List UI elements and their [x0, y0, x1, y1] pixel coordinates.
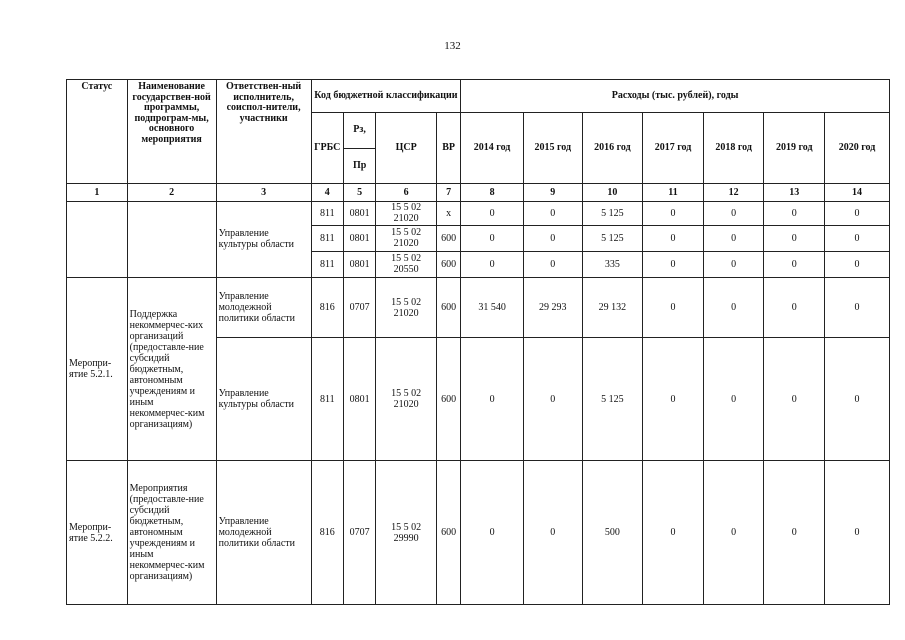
budget-table — [66, 79, 890, 605]
rzpr-cell: 0707 — [343, 461, 375, 605]
column-number: 8 — [461, 184, 524, 202]
column-number: 2 — [127, 184, 216, 202]
value-cell: 0 — [825, 201, 890, 225]
csr-cell: 15 5 02 21020 — [376, 277, 437, 337]
rzpr-cell: 0707 — [343, 277, 375, 337]
value-cell: 0 — [703, 225, 764, 251]
value-cell: 0 — [461, 225, 524, 251]
value-cell: 29 132 — [582, 277, 643, 337]
value-cell: 0 — [523, 201, 582, 225]
grbs-cell: 811 — [311, 201, 343, 225]
header-year-2019: 2019 год — [764, 113, 825, 184]
name-cell — [127, 201, 216, 277]
value-cell: 0 — [461, 201, 524, 225]
header-year-2018: 2018 год — [703, 113, 764, 184]
value-cell: 335 — [582, 251, 643, 277]
value-cell: 0 — [523, 225, 582, 251]
csr-cell: 15 5 02 21020 — [376, 201, 437, 225]
column-number: 7 — [436, 184, 460, 202]
value-cell: 0 — [825, 338, 890, 461]
table-row — [67, 461, 890, 605]
grbs-cell: 816 — [311, 277, 343, 337]
csr-cell: 15 5 02 20550 — [376, 251, 437, 277]
header-rz: Рз, — [343, 113, 375, 148]
value-cell: 0 — [461, 251, 524, 277]
name-cell: Мероприятия (предоставле-ние субсидий бюджетным, автономным учреждениям и иным некоммерчес-ким организациям) — [127, 461, 216, 605]
vr-cell: 600 — [436, 251, 460, 277]
value-cell: 0 — [523, 251, 582, 277]
vr-cell: 600 — [436, 338, 460, 461]
value-cell: 0 — [643, 277, 704, 337]
column-number: 6 — [376, 184, 437, 202]
header-status: Статус — [67, 80, 128, 184]
value-cell: 0 — [825, 225, 890, 251]
status-cell — [67, 201, 128, 277]
header-pr: Пр — [343, 148, 375, 183]
responsible-cell: Управление культуры области — [216, 338, 311, 461]
column-number: 10 — [582, 184, 643, 202]
value-cell: 0 — [703, 251, 764, 277]
column-number: 14 — [825, 184, 890, 202]
rzpr-cell: 0801 — [343, 225, 375, 251]
value-cell: 31 540 — [461, 277, 524, 337]
status-cell: Меропри-ятие 5.2.2. — [67, 461, 128, 605]
value-cell: 0 — [643, 461, 704, 605]
value-cell: 0 — [764, 277, 825, 337]
rzpr-cell: 0801 — [343, 251, 375, 277]
header-name: Наименование государствен-ной программы, подпрограм-мы, основного мероприятия — [127, 80, 216, 184]
column-number: 9 — [523, 184, 582, 202]
value-cell: 0 — [643, 338, 704, 461]
vr-cell: x — [436, 201, 460, 225]
csr-cell: 15 5 02 29990 — [376, 461, 437, 605]
rzpr-cell: 0801 — [343, 338, 375, 461]
header-responsible: Ответствен-ный исполнитель, соиспол-нители, участники — [216, 80, 311, 184]
grbs-cell: 811 — [311, 225, 343, 251]
value-cell: 0 — [703, 461, 764, 605]
value-cell: 0 — [764, 338, 825, 461]
table-row — [67, 201, 890, 225]
header-year-2014: 2014 год — [461, 113, 524, 184]
header-budget-code: Код бюджетной классификации — [311, 80, 461, 113]
value-cell: 5 125 — [582, 338, 643, 461]
value-cell: 0 — [461, 338, 524, 461]
column-number: 4 — [311, 184, 343, 202]
column-number: 11 — [643, 184, 704, 202]
column-number: 13 — [764, 184, 825, 202]
header-vr: ВР — [436, 113, 460, 184]
value-cell: 0 — [643, 225, 704, 251]
table-row — [67, 277, 890, 337]
responsible-cell: Управление молодежной политики области — [216, 461, 311, 605]
value-cell: 5 125 — [582, 201, 643, 225]
status-cell: Меропри-ятие 5.2.1. — [67, 277, 128, 460]
responsible-cell: Управление молодежной политики области — [216, 277, 311, 337]
vr-cell: 600 — [436, 225, 460, 251]
value-cell: 0 — [764, 201, 825, 225]
grbs-cell: 816 — [311, 461, 343, 605]
grbs-cell: 811 — [311, 338, 343, 461]
header-year-2020: 2020 год — [825, 113, 890, 184]
value-cell: 0 — [825, 251, 890, 277]
value-cell: 0 — [643, 201, 704, 225]
page-number: 132 — [444, 40, 461, 52]
value-cell: 0 — [764, 461, 825, 605]
vr-cell: 600 — [436, 461, 460, 605]
value-cell: 0 — [523, 338, 582, 461]
header-grbs: ГРБС — [311, 113, 343, 184]
csr-cell: 15 5 02 21020 — [376, 338, 437, 461]
header-year-2016: 2016 год — [582, 113, 643, 184]
column-numbers-row — [67, 184, 890, 202]
header-year-2017: 2017 год — [643, 113, 704, 184]
header-csr: ЦСР — [376, 113, 437, 184]
value-cell: 29 293 — [523, 277, 582, 337]
grbs-cell: 811 — [311, 251, 343, 277]
header-year-2015: 2015 год — [523, 113, 582, 184]
value-cell: 0 — [703, 338, 764, 461]
value-cell: 0 — [643, 251, 704, 277]
name-cell: Поддержка некоммерчес-ких организаций (предоставле-ние субсидий бюджетным, автономным учреждениям и иным некоммерчес-ким организациям) — [127, 277, 216, 460]
responsible-cell: Управление культуры области — [216, 201, 311, 277]
vr-cell: 600 — [436, 277, 460, 337]
value-cell: 0 — [764, 225, 825, 251]
value-cell: 5 125 — [582, 225, 643, 251]
column-number: 12 — [703, 184, 764, 202]
csr-cell: 15 5 02 21020 — [376, 225, 437, 251]
header-expenses: Расходы (тыс. рублей), годы — [461, 80, 890, 113]
value-cell: 0 — [461, 461, 524, 605]
value-cell: 0 — [703, 201, 764, 225]
value-cell: 500 — [582, 461, 643, 605]
value-cell: 0 — [825, 461, 890, 605]
value-cell: 0 — [523, 461, 582, 605]
column-number: 1 — [67, 184, 128, 202]
value-cell: 0 — [825, 277, 890, 337]
rzpr-cell: 0801 — [343, 201, 375, 225]
value-cell: 0 — [703, 277, 764, 337]
column-number: 5 — [343, 184, 375, 202]
column-number: 3 — [216, 184, 311, 202]
value-cell: 0 — [764, 251, 825, 277]
